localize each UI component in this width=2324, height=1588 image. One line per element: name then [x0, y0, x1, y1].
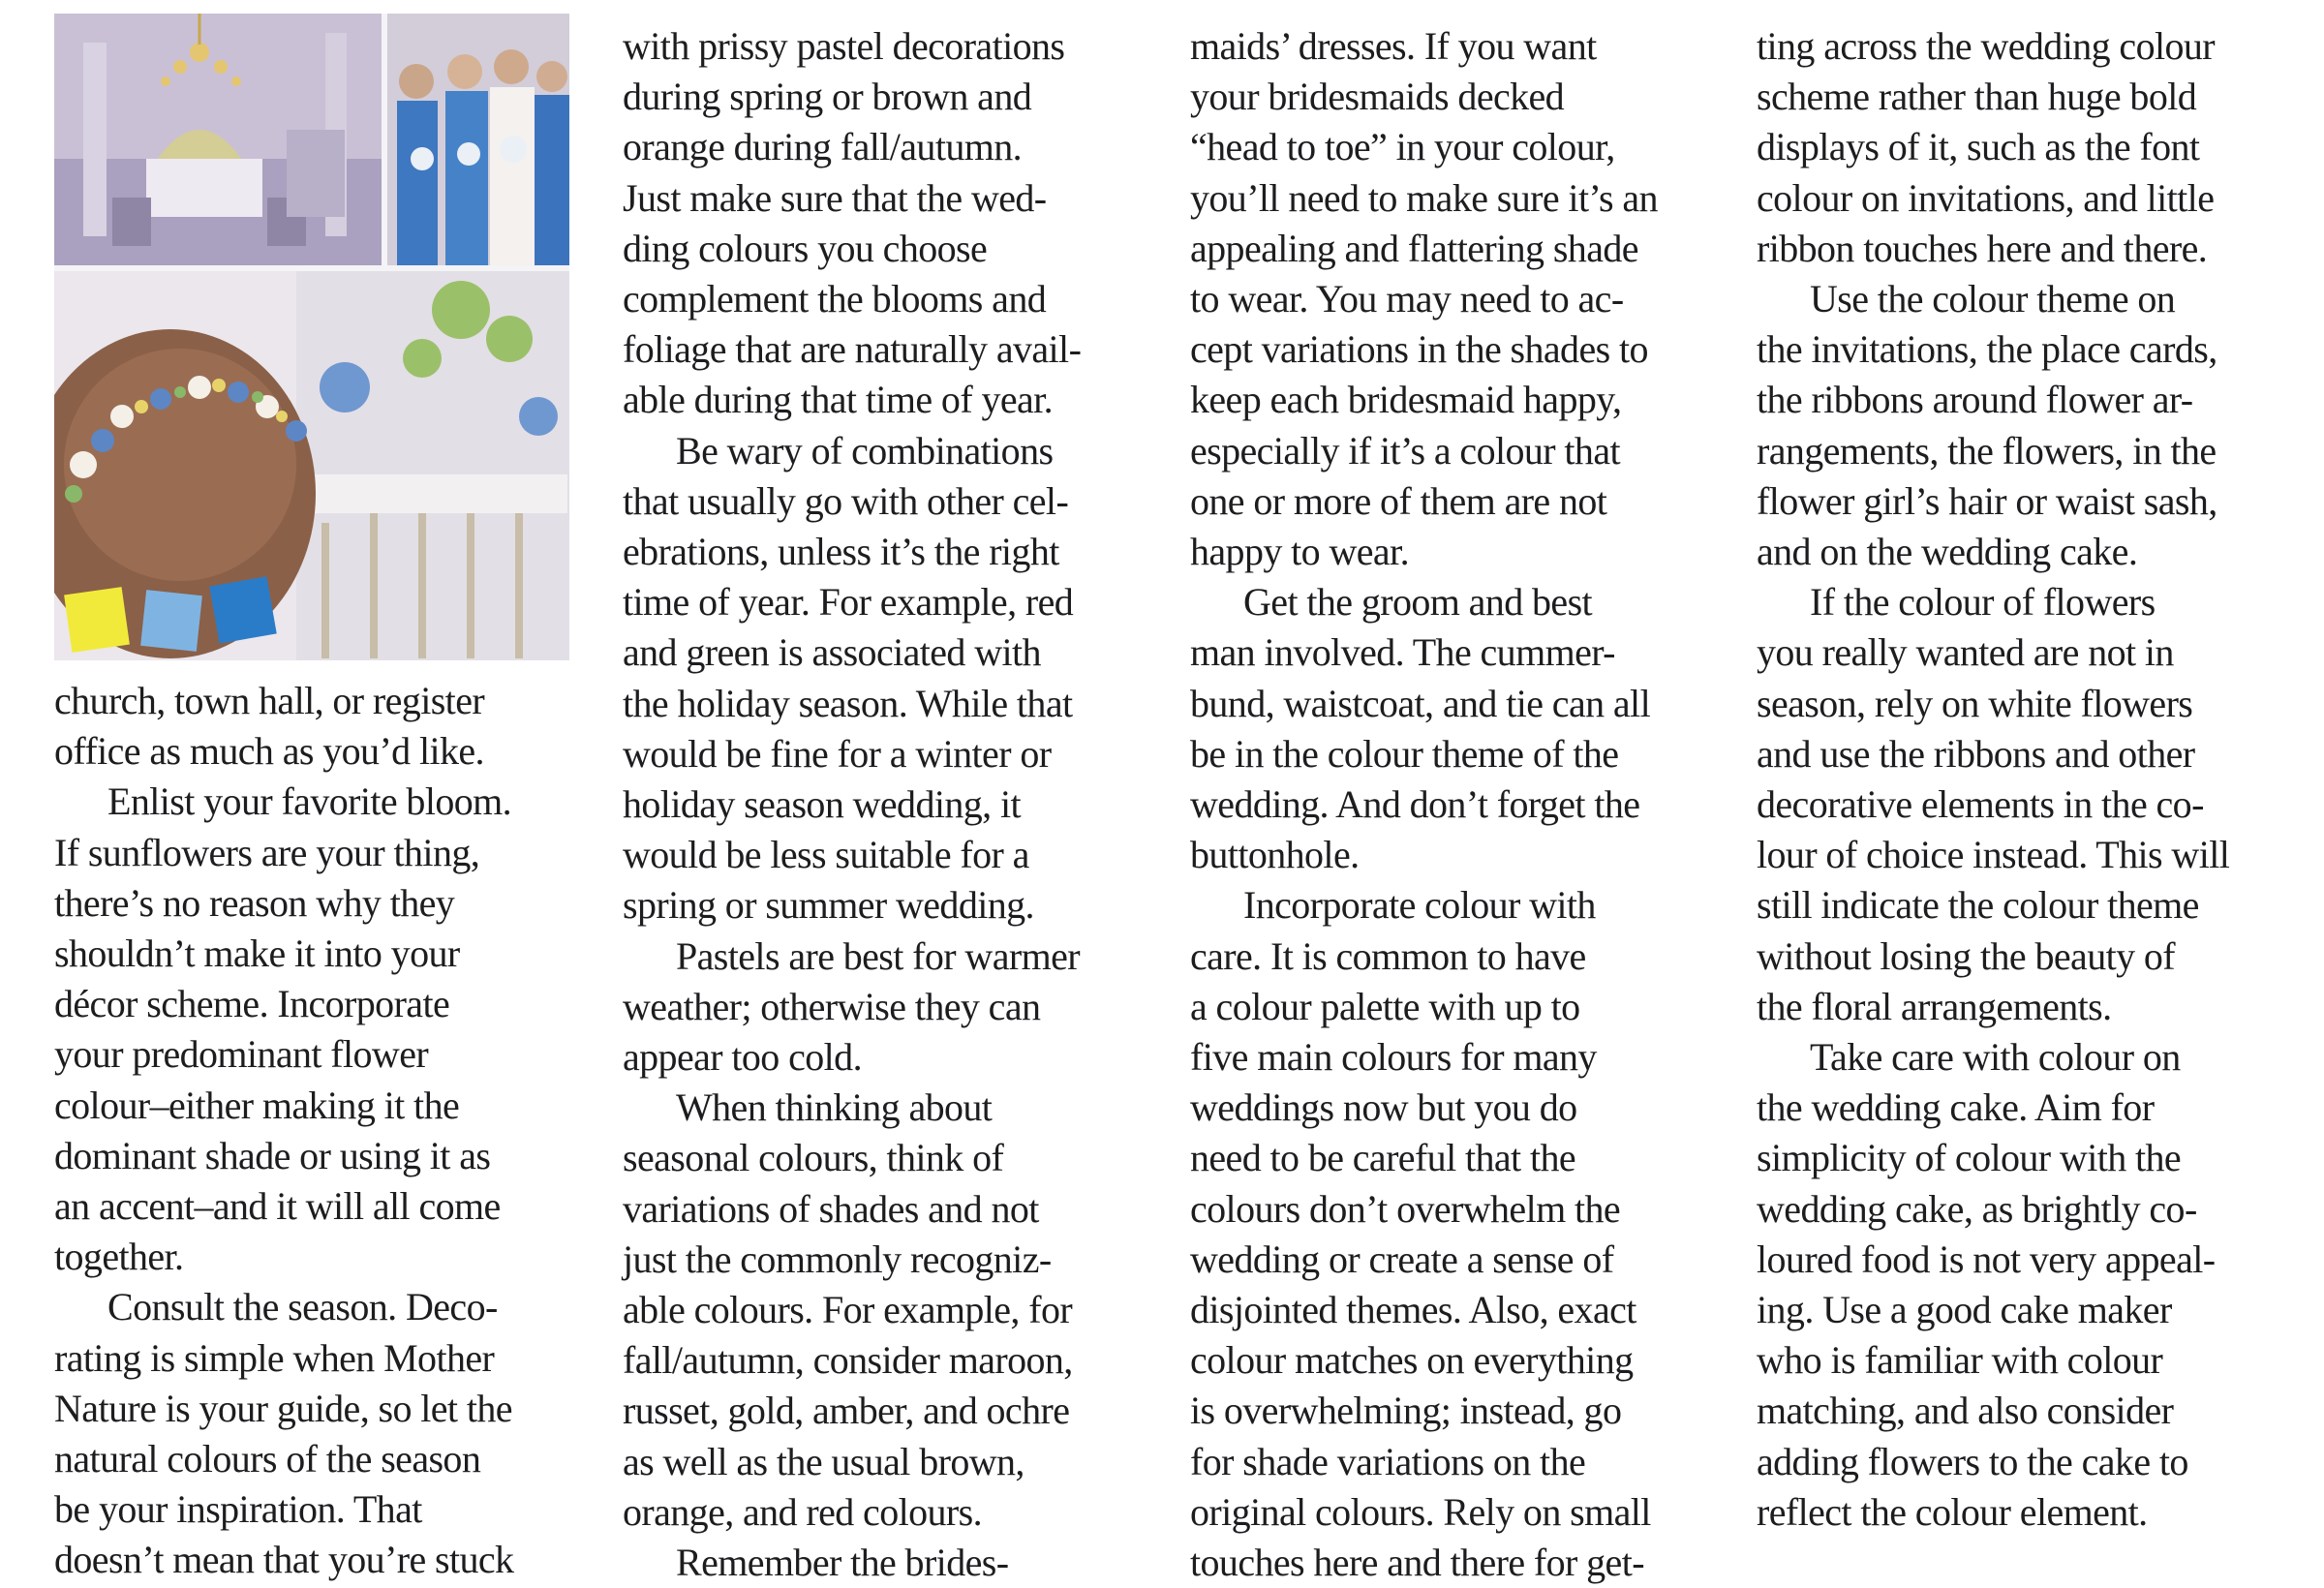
- text-line: complement the blooms and: [623, 277, 1047, 321]
- text-line: keep each bridesmaid happy,: [1190, 378, 1622, 422]
- text-line: bund, waistcoat, and tie can all: [1190, 681, 1651, 725]
- text-line: simplicity of colour with the: [1757, 1136, 2182, 1180]
- text-line: the invitations, the place cards,: [1757, 327, 2217, 372]
- text-line: matching, and also consider: [1757, 1389, 2174, 1433]
- text-line: you really wanted are not in: [1757, 630, 2174, 675]
- text-line: the floral arrangements.: [1757, 984, 2112, 1028]
- text-line: orange during fall/autumn.: [623, 125, 1023, 169]
- text-line: décor scheme. Incorporate: [54, 982, 450, 1026]
- text-line: that usually go with other cel-: [623, 478, 1069, 523]
- yellow-swatch-icon: [64, 587, 130, 653]
- text-line: maids’ dresses. If you want: [1190, 24, 1597, 68]
- text-line: Be wary of combinations: [676, 428, 1054, 473]
- text-line: for shade variations on the: [1190, 1439, 1586, 1483]
- text-line: colour on invitations, and little: [1757, 175, 2215, 220]
- text-line: Consult the season. Deco-: [107, 1285, 498, 1329]
- text-line: able colours. For example, for: [623, 1288, 1073, 1332]
- text-line: foliage that are naturally avail-: [623, 327, 1082, 372]
- text-line: your predominant flower: [54, 1032, 429, 1077]
- text-line: Use the colour theme on: [1810, 277, 2176, 321]
- text-line: buttonhole.: [1190, 833, 1360, 877]
- article-column-3: [1190, 21, 1732, 1588]
- text-line: colour matches on everything: [1190, 1338, 1634, 1383]
- text-line: disjointed themes. Also, exact: [1190, 1288, 1636, 1332]
- text-line: man involved. The cummer-: [1190, 630, 1615, 675]
- text-line: and green is associated with: [623, 630, 1041, 675]
- text-line: wedding. And don’t forget the: [1190, 782, 1640, 827]
- text-line: Pastels are best for warmer: [676, 933, 1080, 978]
- text-line: shouldn’t make it into your: [54, 931, 460, 976]
- text-line: cept variations in the shades to: [1190, 327, 1648, 372]
- text-line: five main colours for many: [1190, 1035, 1597, 1080]
- colour-swatches: [54, 556, 345, 660]
- article-column-1: [54, 676, 577, 1586]
- text-line: rangements, the flowers, in the: [1757, 428, 2217, 473]
- text-line: displays of it, such as the font: [1757, 125, 2200, 169]
- text-line: Remember the brides-: [676, 1541, 1009, 1585]
- text-line: natural colours of the season: [54, 1437, 481, 1481]
- text-line: appealing and flattering shade: [1190, 226, 1638, 270]
- text-line: orange, and red colours.: [623, 1489, 983, 1534]
- text-line: and on the wedding cake.: [1757, 530, 2138, 574]
- text-line: wedding cake, as brightly co-: [1757, 1186, 2197, 1231]
- text-line: be in the colour theme of the: [1190, 731, 1619, 776]
- text-line: reflect the colour element.: [1757, 1489, 2148, 1534]
- text-line: colour–either making it the: [54, 1083, 460, 1127]
- text-line: with prissy pastel decorations: [623, 24, 1065, 68]
- text-line: If sunflowers are your thing,: [54, 830, 480, 874]
- text-line: able during that time of year.: [623, 378, 1054, 422]
- text-line: lour of choice instead. This will: [1757, 833, 2230, 877]
- text-line: colours don’t overwhelm the: [1190, 1186, 1621, 1231]
- text-line: without losing the beauty of: [1757, 933, 2176, 978]
- light-blue-swatch-icon: [140, 590, 202, 652]
- text-line: the holiday season. While that: [623, 681, 1073, 725]
- text-line: ebrations, unless it’s the right: [623, 530, 1059, 574]
- text-line: need to be careful that the: [1190, 1136, 1576, 1180]
- text-line: holiday season wedding, it: [623, 782, 1022, 827]
- text-line: and use the ribbons and other: [1757, 731, 2195, 776]
- article-column-4: [1757, 21, 2299, 1538]
- blue-swatch-icon: [209, 576, 277, 644]
- text-line: as well as the usual brown,: [623, 1439, 1024, 1483]
- photo-collage: [54, 14, 569, 660]
- text-line: dominant shade or using it as: [54, 1133, 491, 1177]
- text-line: especially if it’s a colour that: [1190, 428, 1620, 473]
- text-line: decorative elements in the co-: [1757, 782, 2204, 827]
- text-line: to wear. You may need to ac-: [1190, 277, 1624, 321]
- text-line: would be fine for a winter or: [623, 731, 1052, 776]
- text-line: a colour palette with up to: [1190, 984, 1580, 1028]
- bridesmaids-photo-icon: [387, 14, 569, 265]
- text-line: the ribbons around flower ar-: [1757, 378, 2193, 422]
- text-line: during spring or brown and: [623, 75, 1032, 119]
- text-line: your bridesmaids decked: [1190, 75, 1565, 119]
- text-line: touches here and there for get-: [1190, 1541, 1644, 1585]
- text-line: If the colour of flowers: [1810, 580, 2156, 625]
- text-line: the wedding cake. Aim for: [1757, 1085, 2155, 1130]
- text-line: rating is simple when Mother: [54, 1335, 495, 1380]
- text-line: Take care with colour on: [1810, 1035, 2181, 1080]
- text-line: there’s no reason why they: [54, 880, 455, 925]
- text-line: Nature is your guide, so let the: [54, 1386, 512, 1430]
- text-line: would be less suitable for a: [623, 833, 1029, 877]
- text-line: church, town hall, or register: [54, 679, 485, 722]
- text-line: adding flowers to the cake to: [1757, 1439, 2188, 1483]
- text-line: time of year. For example, red: [623, 580, 1074, 625]
- text-line: scheme rather than huge bold: [1757, 75, 2197, 119]
- text-line: appear too cold.: [623, 1035, 862, 1080]
- text-line: ing. Use a good cake maker: [1757, 1288, 2172, 1332]
- text-line: is overwhelming; instead, go: [1190, 1389, 1622, 1433]
- text-line: who is familiar with colour: [1757, 1338, 2163, 1383]
- text-line: Just make sure that the wed-: [623, 175, 1047, 220]
- ballroom-photo-icon: [54, 14, 382, 265]
- text-line: wedding or create a sense of: [1190, 1237, 1614, 1281]
- text-line: doesn’t mean that you’re stuck: [54, 1538, 514, 1582]
- text-line: Enlist your favorite bloom.: [107, 779, 512, 824]
- text-line: care. It is common to have: [1190, 933, 1586, 978]
- text-line: fall/autumn, consider maroon,: [623, 1338, 1073, 1383]
- text-line: just the commonly recogniz-: [623, 1237, 1052, 1281]
- text-line: be your inspiration. That: [54, 1487, 422, 1532]
- text-line: flower girl’s hair or waist sash,: [1757, 478, 2217, 523]
- text-line: variations of shades and not: [623, 1186, 1039, 1231]
- text-line: still indicate the colour theme: [1757, 883, 2199, 928]
- text-line: original colours. Rely on small: [1190, 1489, 1651, 1534]
- text-line: happy to wear.: [1190, 530, 1409, 574]
- text-line: russet, gold, amber, and ochre: [623, 1389, 1070, 1433]
- text-line: Get the groom and best: [1243, 580, 1593, 625]
- text-line: “head to toe” in your colour,: [1190, 125, 1615, 169]
- text-line: weddings now but you do: [1190, 1085, 1577, 1130]
- text-line: spring or summer wedding.: [623, 883, 1034, 928]
- text-line: weather; otherwise they can: [623, 984, 1041, 1028]
- text-line: ding colours you choose: [623, 226, 988, 270]
- text-line: an accent–and it will all come: [54, 1184, 501, 1229]
- text-line: seasonal colours, think of: [623, 1136, 1004, 1180]
- text-line: When thinking about: [676, 1085, 993, 1130]
- text-line: together.: [54, 1235, 184, 1279]
- text-line: you’ll need to make sure it’s an: [1190, 175, 1658, 220]
- text-line: season, rely on white flowers: [1757, 681, 2193, 725]
- text-line: one or more of them are not: [1190, 478, 1607, 523]
- article-column-2: [623, 21, 1165, 1588]
- text-line: loured food is not very appeal-: [1757, 1237, 2216, 1281]
- text-line: ribbon touches here and there.: [1757, 226, 2208, 270]
- text-line: Incorporate colour with: [1243, 883, 1596, 928]
- text-line: ting across the wedding colour: [1757, 24, 2215, 68]
- text-line: office as much as you’d like.: [54, 729, 484, 774]
